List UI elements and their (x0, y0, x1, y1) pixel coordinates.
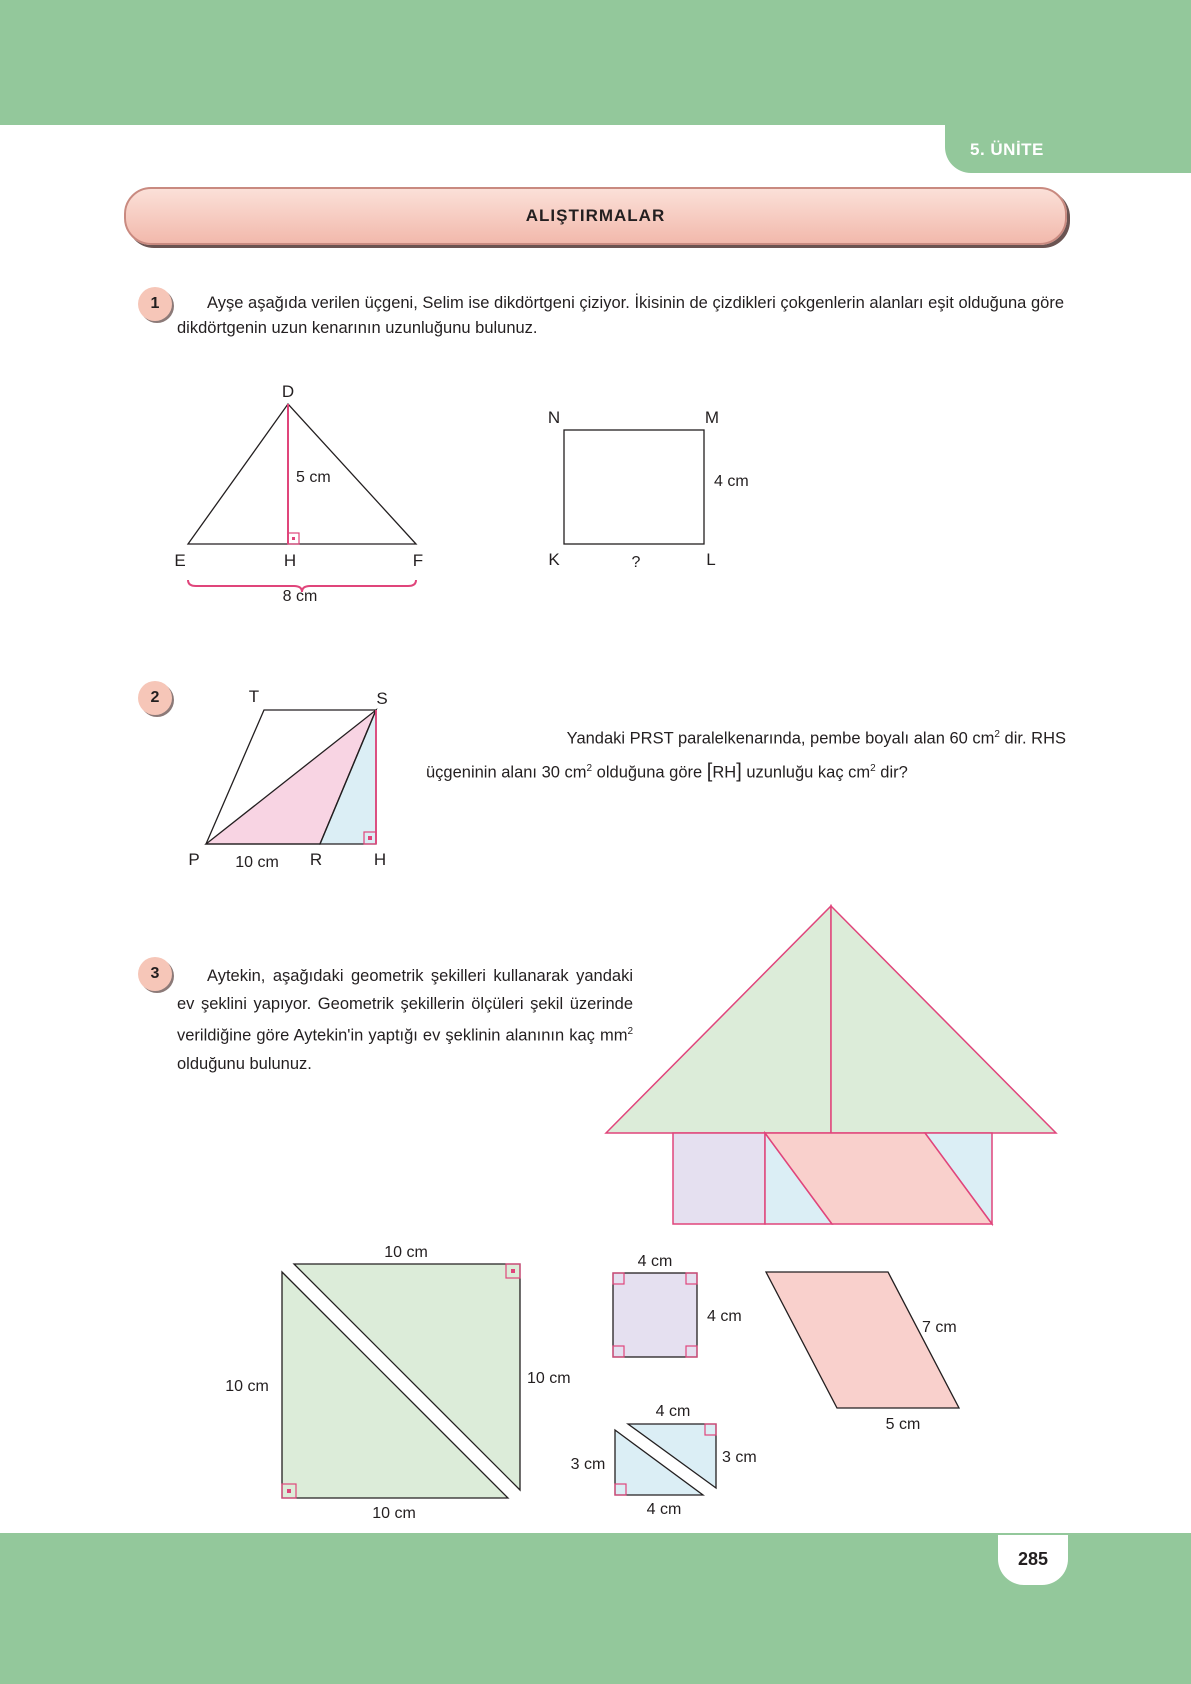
rectangle-nmlk (564, 430, 704, 544)
small-tri-bottom-label: 4 cm (646, 1501, 682, 1518)
right-angle-dot (287, 1489, 291, 1493)
house-square (673, 1133, 765, 1224)
vertex-k: K (548, 550, 560, 569)
small-tri-top-label: 4 cm (655, 1403, 691, 1420)
small-square (613, 1273, 697, 1357)
vertex-r: R (309, 850, 323, 869)
base-label: 8 cm (282, 588, 318, 605)
question-2-line-2 (426, 756, 1066, 786)
square-right-label: 4 cm (707, 1308, 742, 1325)
bracket-right: ] (736, 760, 742, 783)
q2-text-b: dir. RHS (999, 729, 1066, 748)
vertex-d: D (281, 382, 295, 401)
unit-label: 5. ÜNİTE (970, 140, 1044, 159)
parallelogram-side-label: 7 cm (922, 1319, 957, 1336)
parallelogram-base-label: 5 cm (885, 1416, 921, 1433)
question-1-number: 1 (138, 287, 172, 321)
vertex-s: S (376, 689, 388, 708)
bracket-left: [ (706, 760, 713, 783)
vertex-p: P (188, 850, 200, 869)
q3-sup: 2 (627, 1026, 633, 1037)
right-angle-dot (368, 836, 372, 840)
q2-text-f: dir? (875, 763, 908, 782)
question-3-number: 3 (138, 957, 172, 991)
roof-right-triangle (831, 906, 1056, 1133)
right-angle-dot (511, 1269, 515, 1273)
page-number: 285 (1017, 1549, 1049, 1569)
q2-text-a: Yandaki PRST paralelkenarında, pembe boyalı alan 60 cm (566, 729, 995, 748)
q2-text-d: olduğuna göre (592, 763, 707, 782)
question-2-line-1 (426, 722, 1066, 752)
big-tri-left-label: 10 cm (225, 1378, 269, 1395)
big-tri-right-label: 10 cm (527, 1370, 571, 1387)
question-2-number: 2 (138, 681, 172, 715)
question-3-text (177, 962, 633, 1078)
rectangle-nmlk-figure (540, 400, 780, 580)
vertex-h: H (283, 551, 297, 570)
q2-sup-2: 2 (586, 763, 593, 774)
top-band (0, 0, 1191, 125)
q3-text-b: olduğunu bulunuz. (177, 1054, 312, 1073)
height-label: 5 cm (296, 469, 331, 486)
parallelogram-prst-figure (180, 680, 410, 880)
vertex-m: M (704, 408, 720, 427)
vertex-n: N (547, 408, 561, 427)
small-tri-left-label: 3 cm (570, 1456, 606, 1473)
vertex-f: F (412, 551, 424, 570)
q2-text-e: uzunluğu kaç cm (741, 763, 871, 782)
big-tri-bottom-label: 10 cm (372, 1505, 416, 1522)
vertex-l: L (706, 550, 716, 569)
vertex-e: E (174, 551, 186, 570)
q3-text-a: Aytekin, aşağıdaki geometrik şekilleri kullanarak yandaki ev şeklini yapıyor. Geometrik şekillerin ölçüleri şekil üzerinde verildiğine göre Aytekin'in yaptığı ev şeklinin alanının kaç mm (177, 967, 633, 1045)
big-tri-top-label: 10 cm (384, 1244, 428, 1261)
pr-length: 10 cm (235, 854, 279, 871)
unknown-side: ? (631, 554, 641, 571)
q2-sup-3: 2 (870, 763, 876, 774)
vertex-h: H (373, 850, 387, 869)
triangle-def-figure (170, 370, 440, 610)
square-top-label: 4 cm (637, 1253, 673, 1270)
question-1-text: Ayşe aşağıda verilen üçgeni, Selim ise dikdörtgeni çiziyor. İkisinin de çizdikleri çokgenlerin alanları eşit olduğuna göre dikdörtgenin uzun kenarının uzunluğunu bulunuz. (177, 294, 1064, 337)
side-label: 4 cm (714, 473, 749, 490)
roof-left-triangle (606, 906, 831, 1133)
small-tri-right-label: 3 cm (722, 1449, 757, 1466)
right-angle-dot (292, 537, 295, 540)
pieces-figure (200, 1240, 980, 1530)
pink-parallelogram (766, 1272, 959, 1408)
q2-sup-1: 2 (994, 729, 1000, 740)
house-figure (600, 900, 1070, 1230)
section-title: ALIŞTIRMALAR (124, 187, 1067, 245)
segment-rh: RH (712, 763, 737, 782)
q2-text-c: üçgeninin alanı 30 cm (426, 763, 587, 782)
vertex-t: T (248, 687, 260, 706)
